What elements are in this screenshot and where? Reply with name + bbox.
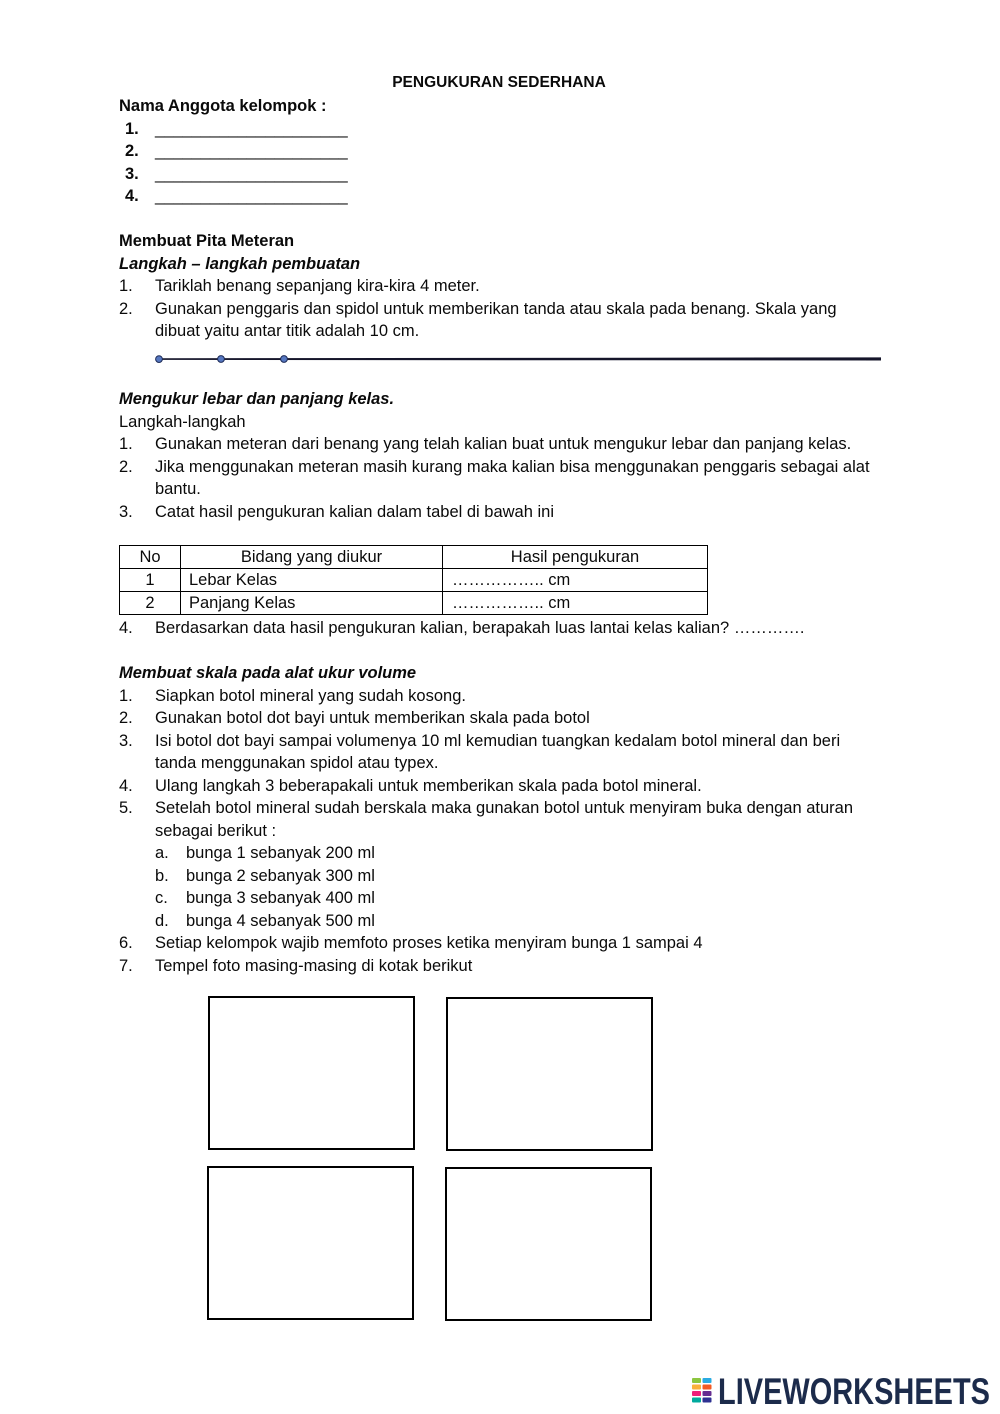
step-item [119, 685, 979, 708]
row-number-cell: 2 [120, 592, 181, 615]
step-text-block [155, 501, 554, 524]
step-text: Setiap kelompok wajib memfoto proses ketika menyiram bunga 1 sampai 4 [155, 934, 703, 952]
step-item [119, 932, 979, 955]
photo-box-2[interactable] [446, 997, 653, 1151]
step-number: 6. [119, 934, 133, 952]
sub-item-letter: a. [155, 844, 169, 862]
photo-box-3[interactable] [207, 1166, 414, 1320]
step-text: Catat hasil pengukuran kalian dalam tabel di bawah ini [155, 502, 555, 521]
thread-line [159, 357, 881, 360]
section-tape-measure [119, 230, 979, 343]
row-number-cell: 1 [120, 569, 181, 592]
member-name-blank[interactable]: _____________________ [155, 187, 348, 205]
step-text: Gunakan penggaris dan spidol untuk memberikan tanda atau skala pada benang. Skala yang [155, 299, 837, 318]
step-text: Gunakan botol dot bayi untuk memberikan skala pada botol [155, 709, 590, 727]
logo-tile [692, 1385, 701, 1390]
step-text-block [155, 433, 851, 456]
table-header-row [120, 546, 708, 569]
step-item [119, 298, 979, 343]
measured-field-cell: Lebar Kelas [181, 569, 443, 592]
step-text: Ulang langkah 3 beberapakali untuk memberikan skala pada botol mineral. [155, 776, 702, 795]
sub-item-text: bunga 3 sebanyak 400 ml [186, 889, 375, 907]
step-text: Isi botol dot bayi sampai volumenya 10 ml kemudian tuangkan kedalam botol mineral dan beri [155, 731, 841, 750]
step-text: Jika menggunakan meteran masih kurang maka kalian bisa menggunakan penggaris sebagai alat [155, 457, 870, 476]
step-number: 2. [119, 299, 133, 318]
step-number: 3. [119, 731, 133, 750]
member-name-blank[interactable]: _____________________ [155, 164, 348, 183]
step-item [119, 456, 979, 501]
step-number: 7. [119, 956, 133, 975]
logo-tile [703, 1398, 712, 1403]
group-members [119, 95, 979, 208]
step-item [119, 275, 979, 298]
scale-mark-dot [218, 356, 225, 363]
step-item [119, 955, 979, 978]
question-text: Berdasarkan data hasil pengukuran kalian, berapakah luas lantai kelas kalian? [155, 619, 730, 637]
measurement-result-cell[interactable]: …………….. cm [443, 569, 708, 592]
liveworksheets-logo [688, 1370, 992, 1410]
logo-text: LIVEWORKSHEETS [718, 1371, 990, 1410]
members-label: Nama Anggota kelompok : [119, 97, 327, 115]
sub-item-letter: b. [155, 866, 169, 885]
step-text: Tempel foto masing-masing di kotak berikut [155, 956, 473, 975]
member-row [119, 185, 979, 208]
step-text: Siapkan botol mineral yang sudah kosong. [155, 686, 466, 705]
section-heading: Membuat skala pada alat ukur volume [119, 664, 417, 682]
step-text-block [155, 730, 840, 775]
question-line [155, 617, 804, 640]
step-number: 4. [119, 776, 133, 795]
step-number: 4. [119, 619, 133, 637]
section-heading: Mengukur lebar dan panjang kelas. [119, 390, 395, 408]
sub-item [119, 865, 979, 888]
step-number: 1. [119, 686, 133, 705]
sub-item [119, 887, 979, 910]
answer-blank[interactable]: …………. [733, 619, 805, 637]
photo-box-4[interactable] [445, 1167, 652, 1321]
sub-item-text: bunga 1 sebanyak 200 ml [186, 844, 375, 862]
step-number: 2. [119, 457, 133, 476]
step-text: Gunakan meteran dari benang yang telah kalian buat untuk mengukur lebar dan panjang kelas. [155, 435, 852, 453]
photo-box-1[interactable] [208, 996, 415, 1150]
section-subheading: Langkah-langkah [119, 412, 246, 431]
header-cell-result: Hasil pengukuran [443, 546, 708, 569]
header-cell-field: Bidang yang diukur [181, 546, 443, 569]
logo-tile [703, 1391, 712, 1396]
step-number: 1. [119, 277, 133, 295]
step-text-block [155, 932, 703, 955]
step-text-block [155, 707, 590, 730]
step-item [119, 707, 979, 730]
section-heading: Membuat Pita Meteran [119, 232, 295, 250]
step-text: Setelah botol mineral sudah berskala maka gunakan botol untuk menyiram buka dengan aturan [155, 799, 854, 817]
step-number: 1. [119, 435, 133, 453]
step-text: sebagai berikut : [155, 821, 277, 840]
step-number: 5. [119, 799, 133, 817]
step-text-block [155, 685, 466, 708]
step-text: Tariklah benang sepanjang kira-kira 4 meter. [155, 277, 480, 295]
section-classroom-measure [119, 388, 979, 523]
step-item [119, 501, 979, 524]
step-item [119, 797, 979, 842]
member-row [119, 163, 979, 186]
member-number: 1. [125, 119, 139, 138]
member-name-blank[interactable]: _____________________ [155, 119, 348, 138]
logo-tile [692, 1391, 701, 1396]
logo-tile [692, 1398, 701, 1403]
step-text: dibuat yaitu antar titik adalah 10 cm. [155, 322, 420, 340]
member-row [119, 140, 979, 163]
section-volume-scale [119, 662, 979, 977]
step-item [119, 775, 979, 798]
sub-item-letter: c. [155, 889, 168, 907]
sub-item [119, 842, 979, 865]
member-number: 2. [125, 142, 139, 160]
table-row [120, 569, 708, 592]
member-number: 4. [125, 187, 139, 205]
liveworksheets-logo-icon [692, 1378, 712, 1403]
thread-tape-measure-illustration [150, 350, 890, 370]
step-text-block [155, 955, 472, 978]
step-text-block [155, 456, 870, 501]
step-text-block [155, 775, 702, 798]
step-text: tanda menggunakan spidol atau typex. [155, 754, 439, 772]
measurement-result-cell[interactable]: …………….. cm [443, 592, 708, 615]
step-number: 3. [119, 502, 133, 521]
scale-mark-dot [156, 356, 163, 363]
worksheet-title: PENGUKURAN SEDERHANA [392, 74, 606, 91]
step-text-block [155, 275, 480, 298]
sub-item [119, 910, 979, 933]
question-floor-area [119, 617, 979, 640]
section-subheading: Langkah – langkah pembuatan [119, 254, 361, 273]
member-name-blank[interactable]: _____________________ [155, 142, 348, 160]
header-cell-no: No [120, 546, 181, 569]
scale-mark-dot [281, 356, 288, 363]
measured-field-cell: Panjang Kelas [181, 592, 443, 615]
logo-tile [703, 1378, 712, 1383]
step-item [119, 730, 979, 775]
step-item [119, 433, 979, 456]
step-text-block [155, 797, 853, 842]
step-number: 2. [119, 709, 133, 727]
measurement-table [119, 545, 708, 615]
logo-tile [703, 1385, 712, 1390]
table-row [120, 592, 708, 615]
sub-item-text: bunga 2 sebanyak 300 ml [186, 866, 375, 885]
member-row [119, 118, 979, 141]
sub-item-letter: d. [155, 911, 169, 930]
sub-item-text: bunga 4 sebanyak 500 ml [186, 911, 375, 930]
step-text: bantu. [155, 480, 201, 498]
step-item [119, 617, 979, 640]
logo-tile [692, 1378, 701, 1383]
step-text-block [155, 298, 837, 343]
member-number: 3. [125, 164, 139, 183]
